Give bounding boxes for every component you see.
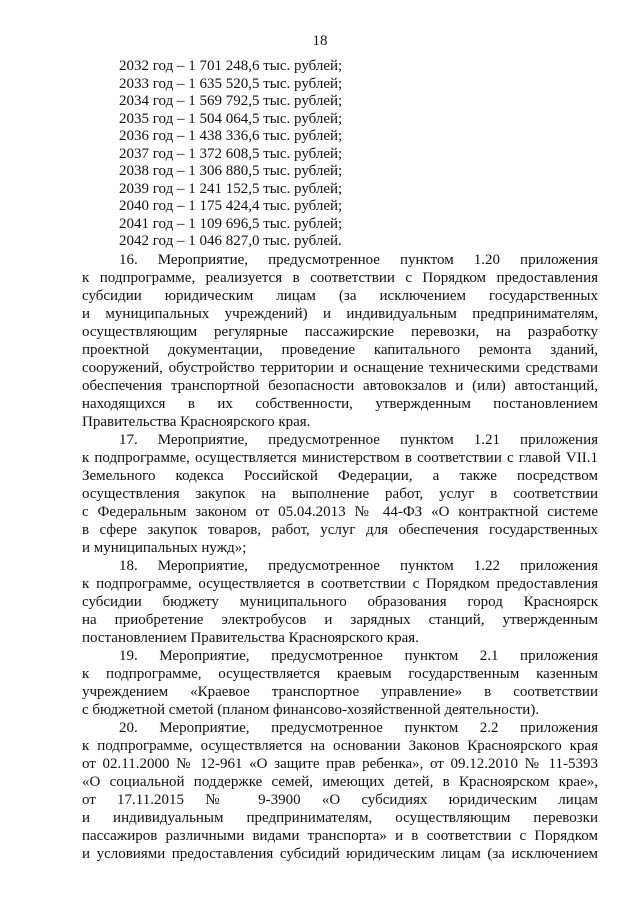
paragraph-line: от 02.11.2000 № 12-961 «О защите прав ребенка», от 09.12.2010 № 11-5393 xyxy=(82,756,598,772)
paragraph-line: от 17.11.2015 № 9-3900 «О субсидиях юридическим лицам xyxy=(82,792,598,808)
paragraph-line: учреждением «Краевое транспортное управление» в соответствии xyxy=(82,684,598,700)
paragraph-line: субсидии юридическим лицам (за исключением государственных xyxy=(82,288,598,304)
paragraph-line: сооружений, обустройство территории и оснащение техническими средствами xyxy=(82,360,598,376)
year-amount-line: 2036 год – 1 438 336,6 тыс. рублей; xyxy=(119,128,343,144)
year-amount-line: 2035 год – 1 504 064,5 тыс. рублей; xyxy=(119,110,343,127)
paragraph-16 xyxy=(82,251,598,431)
paragraph-17 xyxy=(82,431,598,557)
year-amount-line: 2038 год – 1 306 880,5 тыс. рублей; xyxy=(119,163,343,179)
year-amount-line: 2039 год – 1 241 152,5 тыс. рублей; xyxy=(119,180,343,197)
paragraph-line: с бюджетной сметой (планом финансово-хозяйственной деятельности). xyxy=(82,702,540,718)
year-amount-line: 2033 год – 1 635 520,5 тыс. рублей; xyxy=(119,75,343,92)
paragraph-line: и муниципальных учреждений) и индивидуальным предпринимателям, xyxy=(82,306,598,322)
paragraph-line: к подпрограмме, осуществляется на основании Законов Красноярского края xyxy=(82,738,598,754)
paragraph-line: 18. Мероприятие, предусмотренное пунктом 1.22 приложения xyxy=(119,558,598,574)
paragraph-line: пассажиров различными видами транспорта» и в соответствии с Порядком xyxy=(82,828,598,844)
year-amount-line: 2040 год – 1 175 424,4 тыс. рублей; xyxy=(119,198,343,214)
paragraph-18 xyxy=(82,557,598,647)
paragraph-19 xyxy=(82,647,598,719)
paragraph-line: 16. Мероприятие, предусмотренное пунктом 1.20 приложения xyxy=(119,252,598,268)
year-amount-list xyxy=(119,58,342,251)
paragraph-line: с Федеральным законом от 05.04.2013 № 44-ФЗ «О контрактной системе xyxy=(82,504,598,520)
paragraph-line: постановлением Правительства Красноярского края. xyxy=(82,630,419,646)
paragraph-line: и муниципальных нужд»; xyxy=(82,540,247,556)
paragraph-line: к подпрограмме, осуществляется краевым государственным казенным xyxy=(82,666,598,682)
year-amount-line: 2032 год – 1 701 248,6 тыс. рублей; xyxy=(119,58,343,74)
paragraph-line: находящихся в их собственности, утвержденным постановлением xyxy=(82,396,598,412)
paragraph-line: к подпрограмме, осуществляется министерством в соответствии с главой VII.1 xyxy=(82,450,598,466)
year-amount-line: 2034 год – 1 569 792,5 тыс. рублей; xyxy=(119,93,343,109)
paragraph-line: субсидии бюджету муниципального образования город Красноярск xyxy=(82,594,598,610)
paragraph-line: 17. Мероприятие, предусмотренное пунктом 1.21 приложения xyxy=(119,432,598,448)
paragraph-line: 19. Мероприятие, предусмотренное пунктом 2.1 приложения xyxy=(119,648,598,664)
paragraph-line: Правительства Красноярского края. xyxy=(82,414,311,430)
paragraph-line: к подпрограмме, реализуется в соответствии с Порядком предоставления xyxy=(82,270,598,286)
year-amount-line: 2041 год – 1 109 696,5 тыс. рублей; xyxy=(119,215,343,232)
year-amount-line: 2037 год – 1 372 608,5 тыс. рублей; xyxy=(119,145,343,162)
year-amount-line: 2042 год – 1 046 827,0 тыс. рублей. xyxy=(119,233,342,249)
paragraph-line: обеспечения транспортной безопасности автовокзалов и (или) автостанций, xyxy=(82,378,598,394)
paragraph-line: и условиями предоставления субсидий юридическим лицам (за исключением xyxy=(82,846,598,862)
paragraph-line: на приобретение электробусов и зарядных станций, утвержденным xyxy=(82,612,598,628)
paragraph-line: осуществляющим регулярные пассажирские перевозки, на разработку xyxy=(82,324,598,340)
page-number: 18 xyxy=(312,33,328,49)
paragraph-line: Земельного кодекса Российской Федерации, а также посредством xyxy=(82,468,598,484)
paragraph-line: к подпрограмме, осуществляется в соответствии с Порядком предоставления xyxy=(82,576,598,592)
paragraph-line: проектной документации, проведение капитального ремонта зданий, xyxy=(82,342,598,358)
paragraph-20 xyxy=(82,719,598,863)
paragraph-line: 20. Мероприятие, предусмотренное пунктом 2.2 приложения xyxy=(119,720,598,736)
paragraph-line: «О социальной поддержке семей, имеющих детей, в Красноярском крае», xyxy=(82,774,598,790)
paragraph-line: в сфере закупок товаров, работ, услуг для обеспечения государственных xyxy=(82,522,598,538)
body-text xyxy=(82,251,598,863)
paragraph-line: и индивидуальным предпринимателям, осуществляющим перевозки xyxy=(82,810,598,826)
paragraph-line: осуществления закупок на выполнение работ, услуг в соответствии xyxy=(82,486,598,502)
